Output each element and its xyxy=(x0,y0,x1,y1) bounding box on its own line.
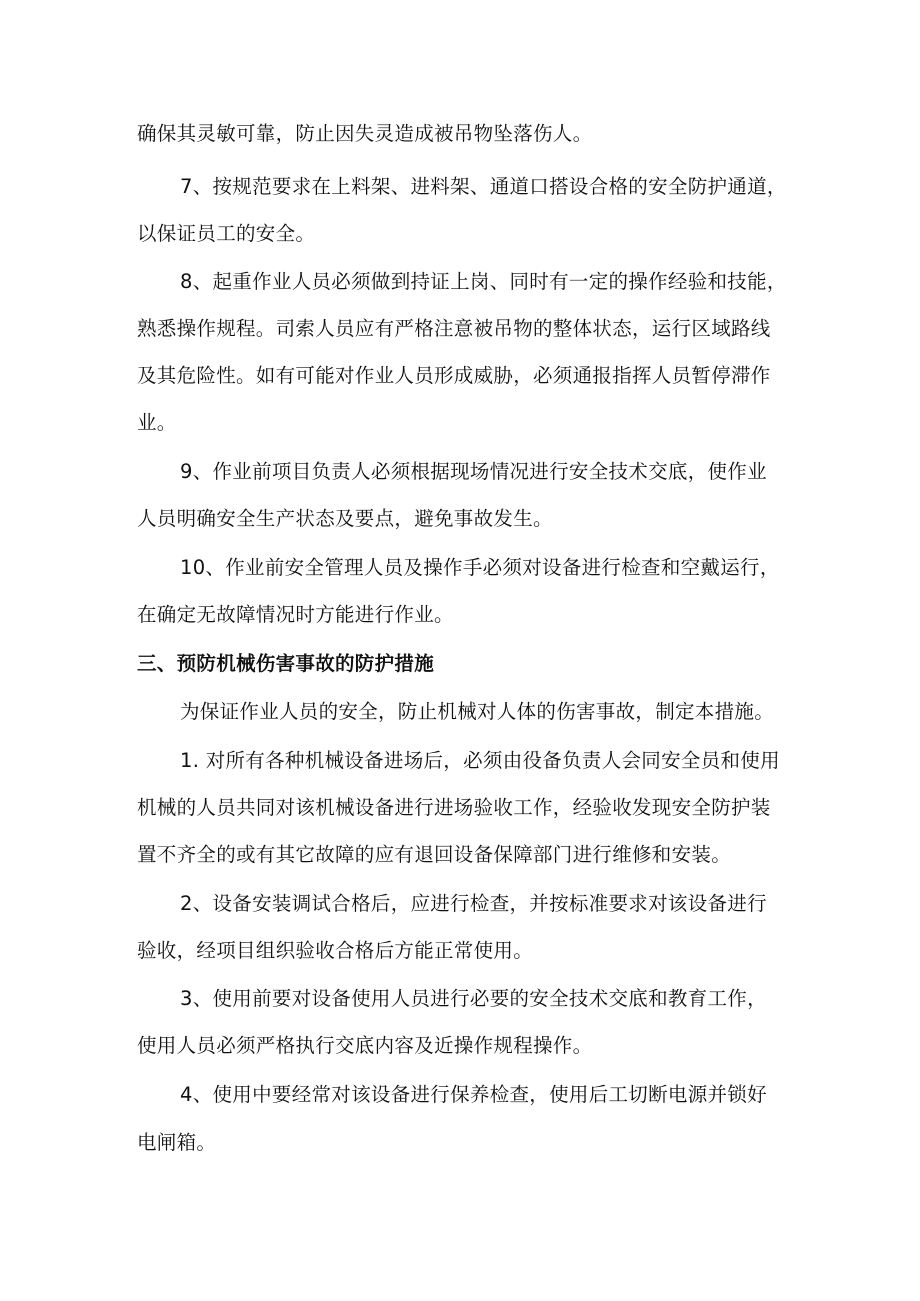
paragraph-line: 3、使用前要对设备使用人员进行必要的安全技术交底和教育工作， xyxy=(180,987,767,1010)
paragraph-line: 机械的人员共同对该机械设备进行进场验收工作，经验收发现安全防护装 xyxy=(137,796,771,819)
paragraph-line: 人员明确安全生产状态及要点，避免事故发生。 xyxy=(137,507,553,530)
paragraph-line: 以保证员工的安全。 xyxy=(137,222,316,245)
paragraph-line: 置不齐全的或有其它故障的应有退回设备保障部门进行维修和安装。 xyxy=(137,843,732,866)
paragraph-line: 为保证作业人员的安全，防止机械对人体的伤害事故，制定本措施。 xyxy=(180,700,775,723)
section-heading: 三、预防机械伤害事故的防护措施 xyxy=(137,652,435,675)
paragraph-line: 8、起重作业人员必须做到持证上岗、同时有一定的操作经验和技能， xyxy=(180,270,787,293)
paragraph-line: 使用人员必须严格执行交底内容及近操作规程操作。 xyxy=(137,1034,593,1057)
paragraph-line: 熟悉操作规程。司索人员应有严格注意被吊物的整体状态，运行区域路线 xyxy=(137,317,771,340)
paragraph-line: 10、作业前安全管理人员及操作手必须对设备进行检查和空戴运行， xyxy=(180,556,780,579)
paragraph-line: 1. 对所有各种机械设备进场后，必须由役备负责人会同安全员和使用 xyxy=(180,749,780,772)
paragraph-line: 确保其灵敏可靠，防止因失灵造成被吊物坠落伤人。 xyxy=(137,122,593,145)
paragraph-line: 在确定无故障情况时方能进行作业。 xyxy=(137,603,454,626)
paragraph-line: 验收，经项目组织验收合格后方能正常使用。 xyxy=(137,939,534,962)
paragraph-line: 7、按规范要求在上料架、进料架、通道口搭设合格的安全防护通道， xyxy=(180,175,787,198)
paragraph-line: 2、设备安装调试合格后，应进行检查，并按标准要求对该设备进行 xyxy=(180,892,767,915)
paragraph-line: 及其危险性。如有可能对作业人员形成威胁，必须通报指挥人员暂停滞作 xyxy=(137,364,771,387)
paragraph-line: 电闸箱。 xyxy=(137,1131,217,1154)
paragraph-line: 9、作业前项目负责人必须根据现场情况进行安全技术交底，使作业 xyxy=(180,460,767,483)
paragraph-line: 业。 xyxy=(137,411,177,434)
paragraph-line: 4、使用中要经常对该设备进行保养检查，使用后工切断电源并锁好 xyxy=(180,1083,767,1106)
